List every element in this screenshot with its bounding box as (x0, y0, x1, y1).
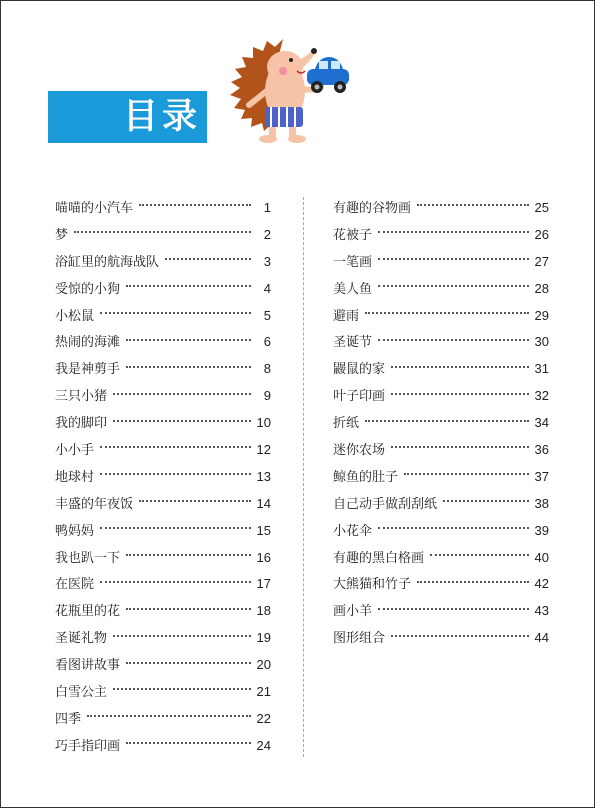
toc-entry-title: 我是神剪手 (55, 362, 121, 378)
toc-entry-page-number: 13 (256, 468, 271, 484)
toc-entry-title: 小松鼠 (55, 308, 95, 324)
toc-entry-page-number: 19 (256, 630, 271, 646)
toc-entry-title: 自己动手做刮刮纸 (333, 496, 438, 512)
toc-entry[interactable] (333, 195, 549, 222)
toc-entry-page-number: 27 (534, 253, 549, 269)
toc-entry-page-number: 26 (534, 226, 549, 242)
toc-entry-title: 我的脚印 (55, 416, 108, 432)
toc-entry[interactable] (333, 249, 549, 276)
toc-entry[interactable] (55, 598, 271, 625)
toc-entry-title: 我也趴一下 (55, 550, 121, 566)
dot-leader (165, 258, 251, 260)
toc-entry-page-number: 17 (256, 576, 271, 592)
dot-leader (113, 420, 251, 422)
toc-entry[interactable] (55, 464, 271, 491)
toc-entry-title: 圣诞礼物 (55, 631, 108, 647)
toc-entry[interactable] (333, 329, 549, 356)
toc-entry-title: 折纸 (333, 416, 360, 432)
toc-entry[interactable] (55, 733, 271, 760)
dot-leader (100, 473, 251, 475)
toc-entry-page-number: 1 (263, 200, 271, 215)
toc-entry[interactable] (55, 222, 271, 249)
toc-entry[interactable] (333, 222, 549, 249)
toc-entry-page-number: 37 (534, 468, 549, 484)
toc-entry-title: 巧手指印画 (55, 738, 121, 754)
column-divider (303, 197, 304, 757)
toc-entry[interactable] (333, 464, 549, 491)
toc-entry[interactable] (55, 571, 271, 598)
toc-entry-page-number: 42 (534, 576, 549, 592)
toc-entry-page-number: 34 (534, 415, 549, 431)
dot-leader (391, 635, 529, 637)
toc-entry[interactable] (333, 356, 549, 383)
toc-entry[interactable] (333, 571, 549, 598)
toc-entry-page-number: 31 (534, 361, 549, 377)
dot-leader (113, 635, 251, 637)
toc-entry[interactable] (333, 491, 549, 518)
dot-leader (126, 339, 251, 341)
toc-right-column (333, 195, 549, 652)
toc-entry-page-number: 16 (256, 549, 271, 565)
dot-leader (378, 285, 529, 287)
page-title: 目录 (123, 96, 202, 137)
toc-entry-page-number: 36 (534, 442, 549, 458)
toc-entry[interactable] (55, 545, 271, 572)
dot-leader (126, 554, 251, 556)
toc-entry-page-number: 8 (263, 361, 271, 377)
dot-leader (139, 500, 251, 502)
toc-entry[interactable] (55, 195, 271, 222)
toc-entry-title: 花被子 (333, 227, 373, 243)
dot-leader (126, 366, 251, 368)
toc-entry-title: 看图讲故事 (55, 658, 121, 674)
toc-entry-title: 美人鱼 (333, 281, 373, 297)
dot-leader (391, 366, 529, 368)
dot-leader (417, 581, 529, 583)
toc-entry-page-number: 38 (534, 495, 549, 511)
toc-entry-title: 四季 (55, 711, 82, 727)
toc-entry-title: 有趣的黑白格画 (333, 550, 425, 566)
toc-entry[interactable] (333, 518, 549, 545)
toc-entry-title: 鸭妈妈 (55, 523, 95, 539)
toc-entry-page-number: 28 (534, 280, 549, 296)
toc-entry-page-number: 2 (263, 226, 271, 242)
toc-entry-page-number: 9 (263, 388, 271, 404)
toc-entry[interactable] (55, 303, 271, 330)
toc-entry-title: 花瓶里的花 (55, 604, 121, 620)
toc-entry-title: 小小手 (55, 443, 95, 459)
toc-entry-title: 图形组合 (333, 631, 386, 647)
dot-leader (391, 393, 529, 395)
dot-leader (139, 204, 251, 206)
toc-entry-title: 一笔画 (333, 254, 373, 270)
toc-entry[interactable] (333, 276, 549, 303)
hedgehog-holding-car-icon (213, 31, 353, 151)
toc-entry[interactable] (55, 356, 271, 383)
dot-leader (443, 500, 529, 502)
dot-leader (391, 446, 529, 448)
dot-leader (87, 715, 251, 717)
toc-entry[interactable] (55, 437, 271, 464)
toc-entry[interactable] (333, 303, 549, 330)
toc-entry-page-number: 40 (534, 549, 549, 565)
dot-leader (100, 581, 251, 583)
toc-entry[interactable] (55, 276, 271, 303)
toc-entry-page-number: 5 (263, 307, 271, 323)
toc-entry-title: 圣诞节 (333, 335, 373, 351)
toc-entry-title: 迷你农场 (333, 443, 386, 459)
dot-leader (100, 527, 251, 529)
dot-leader (126, 608, 251, 610)
toc-entry-title: 三只小猪 (55, 389, 108, 405)
toc-entry-title: 白雪公主 (55, 685, 108, 701)
toc-entry-page-number: 24 (256, 737, 271, 753)
dot-leader (74, 231, 251, 233)
toc-entry-page-number: 44 (534, 630, 549, 646)
dot-leader (113, 688, 251, 690)
toc-entry-page-number: 10 (256, 415, 271, 431)
toc-entry-page-number: 6 (263, 334, 271, 350)
toc-entry-title: 画小羊 (333, 604, 373, 620)
toc-entry[interactable] (55, 329, 271, 356)
toc-entry-title: 小花伞 (333, 523, 373, 539)
dot-leader (404, 473, 529, 475)
toc-entry[interactable] (55, 249, 271, 276)
dot-leader (100, 446, 251, 448)
toc-entry-title: 丰盛的年夜饭 (55, 496, 134, 512)
dot-leader (126, 285, 251, 287)
toc-entry-title: 受惊的小狗 (55, 281, 121, 297)
dot-leader (417, 204, 529, 206)
toc-entry[interactable] (333, 383, 549, 410)
dot-leader (378, 339, 529, 341)
toc-entry-page-number: 30 (534, 334, 549, 350)
toc-entry-page-number: 20 (256, 657, 271, 673)
toc-entry-page-number: 25 (534, 200, 549, 215)
toc-entry[interactable] (333, 437, 549, 464)
dot-leader (126, 662, 251, 664)
toc-entry-page-number: 21 (256, 684, 271, 700)
dot-leader (113, 393, 251, 395)
dot-leader (430, 554, 529, 556)
toc-entry[interactable] (333, 625, 549, 652)
toc-entry-page-number: 14 (256, 495, 271, 511)
toc-entry-page-number: 29 (534, 307, 549, 323)
toc-entry-title: 避雨 (333, 308, 360, 324)
toc-entry-title: 在医院 (55, 577, 95, 593)
toc-entry-title: 喵喵的小汽车 (55, 201, 134, 216)
toc-entry-page-number: 43 (534, 603, 549, 619)
toc-entry-page-number: 15 (256, 522, 271, 538)
toc-entry-page-number: 4 (263, 280, 271, 296)
toc-entry-page-number: 3 (263, 253, 271, 269)
toc-entry[interactable] (55, 679, 271, 706)
toc-entry-title: 大熊猫和竹子 (333, 577, 412, 593)
toc-entry-page-number: 32 (534, 388, 549, 404)
dot-leader (378, 258, 529, 260)
dot-leader (365, 420, 529, 422)
dot-leader (100, 312, 251, 314)
toc-entry-page-number: 39 (534, 522, 549, 538)
toc-entry[interactable] (55, 383, 271, 410)
dot-leader (126, 742, 251, 744)
dot-leader (378, 527, 529, 529)
toc-entry[interactable] (333, 410, 549, 437)
toc-entry-title: 热闹的海滩 (55, 335, 121, 351)
toc-entry-page-number: 22 (256, 710, 271, 726)
toc-entry-page-number: 18 (256, 603, 271, 619)
toc-entry-title: 地球村 (55, 469, 95, 485)
toc-entry[interactable] (333, 598, 549, 625)
dot-leader (365, 312, 529, 314)
toc-entry[interactable] (55, 491, 271, 518)
toc-entry-title: 鼹鼠的家 (333, 362, 386, 378)
toc-entry[interactable] (55, 706, 271, 733)
dot-leader (378, 231, 529, 233)
dot-leader (378, 608, 529, 610)
toc-entry-title: 梦 (55, 227, 69, 243)
toc-entry-title: 浴缸里的航海战队 (55, 254, 160, 270)
toc-entry-page-number: 12 (256, 442, 271, 458)
toc-left-column (55, 195, 271, 760)
toc-entry[interactable] (55, 518, 271, 545)
toc-entry[interactable] (55, 652, 271, 679)
toc-entry-title: 鲸鱼的肚子 (333, 469, 399, 485)
toc-entry[interactable] (333, 545, 549, 572)
toc-entry-title: 叶子印画 (333, 389, 386, 405)
toc-entry-title: 有趣的谷物画 (333, 201, 412, 216)
toc-entry[interactable] (55, 625, 271, 652)
toc-entry[interactable] (55, 410, 271, 437)
